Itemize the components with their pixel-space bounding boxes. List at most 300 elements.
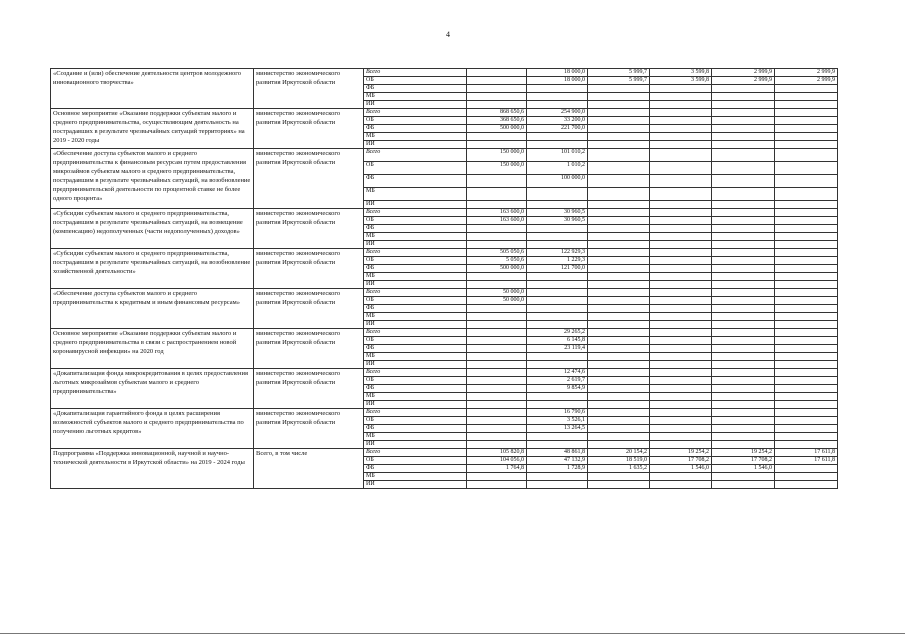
amount-cell: 1 010,2	[527, 162, 588, 175]
amount-cell	[527, 241, 588, 249]
amount-cell	[527, 441, 588, 449]
amount-cell: 100 000,0	[527, 175, 588, 188]
amount-cell: 18 000,0	[527, 69, 588, 77]
amount-cell: 29 265,2	[527, 329, 588, 337]
amount-cell	[775, 305, 838, 313]
funding-source-cell: МБ	[364, 473, 467, 481]
amount-cell	[650, 133, 712, 141]
amount-cell	[775, 217, 838, 225]
amount-cell	[712, 393, 775, 401]
amount-cell	[467, 233, 527, 241]
amount-cell	[650, 313, 712, 321]
funding-source-cell: ОБ	[364, 217, 467, 225]
amount-cell	[650, 188, 712, 201]
amount-cell: 2 999,9	[712, 69, 775, 77]
amount-cell	[712, 369, 775, 377]
amount-cell	[467, 188, 527, 201]
funding-source-cell: Всего	[364, 149, 467, 162]
amount-cell: 3 526,1	[527, 417, 588, 425]
amount-cell: 18 000,0	[527, 77, 588, 85]
amount-cell: 33 200,0	[527, 117, 588, 125]
amount-cell	[775, 141, 838, 149]
amount-cell	[775, 361, 838, 369]
amount-cell	[650, 117, 712, 125]
amount-cell	[467, 77, 527, 85]
amount-cell	[650, 369, 712, 377]
amount-cell	[712, 109, 775, 117]
amount-cell	[588, 385, 650, 393]
measure-name-cell: «Обеспечение доступа субъектов малого и среднего предпринимательства к финансовым ресурсам путем предоставления микрозаймов субъектам малого и среднего предпринимательства, пострадавшим в результате чрезвычайных ситуаций, на возобновление предпринимательской деятельности по процентной ставке не более одного процента»	[51, 149, 254, 209]
table-row	[51, 149, 838, 162]
amount-cell	[775, 353, 838, 361]
amount-cell	[588, 377, 650, 385]
amount-cell	[775, 345, 838, 353]
amount-cell	[775, 241, 838, 249]
amount-cell	[650, 273, 712, 281]
amount-cell	[467, 377, 527, 385]
amount-cell: 500 000,0	[467, 265, 527, 273]
amount-cell	[775, 441, 838, 449]
executor-cell: министерство экономического развития Иркутской области	[254, 289, 364, 329]
amount-cell	[588, 233, 650, 241]
funding-source-cell: ИИ	[364, 481, 467, 489]
funding-source-cell: ИИ	[364, 241, 467, 249]
amount-cell: 6 145,8	[527, 337, 588, 345]
amount-cell	[650, 393, 712, 401]
amount-cell	[650, 265, 712, 273]
amount-cell	[527, 313, 588, 321]
amount-cell	[712, 188, 775, 201]
amount-cell	[588, 329, 650, 337]
amount-cell	[775, 117, 838, 125]
amount-cell	[650, 109, 712, 117]
amount-cell: 1 635,2	[588, 465, 650, 473]
amount-cell: 17 611,8	[775, 449, 838, 457]
funding-source-cell: Всего	[364, 249, 467, 257]
amount-cell	[527, 433, 588, 441]
executor-cell: министерство экономического развития Иркутской области	[254, 409, 364, 449]
amount-cell	[775, 433, 838, 441]
amount-cell	[650, 473, 712, 481]
amount-cell	[712, 433, 775, 441]
amount-cell	[467, 141, 527, 149]
amount-cell	[527, 393, 588, 401]
amount-cell	[467, 353, 527, 361]
executor-cell: министерство экономического развития Иркутской области	[254, 329, 364, 369]
amount-cell	[650, 257, 712, 265]
amount-cell	[650, 162, 712, 175]
amount-cell	[775, 249, 838, 257]
table-row	[51, 449, 838, 457]
amount-cell: 23 119,4	[527, 345, 588, 353]
amount-cell: 3 599,8	[650, 77, 712, 85]
amount-cell	[650, 345, 712, 353]
amount-cell	[467, 329, 527, 337]
amount-cell	[588, 257, 650, 265]
executor-cell: министерство экономического развития Иркутской области	[254, 69, 364, 109]
amount-cell	[775, 209, 838, 217]
table-row	[51, 329, 838, 337]
amount-cell	[527, 361, 588, 369]
table-row	[51, 209, 838, 217]
amount-cell	[588, 481, 650, 489]
amount-cell	[712, 409, 775, 417]
amount-cell	[712, 265, 775, 273]
funding-source-cell: ФБ	[364, 85, 467, 93]
amount-cell	[588, 409, 650, 417]
amount-cell	[775, 93, 838, 101]
funding-source-cell: Всего	[364, 209, 467, 217]
amount-cell	[588, 93, 650, 101]
executor-cell: Всего, в том числе	[254, 449, 364, 489]
funding-source-cell: ОБ	[364, 77, 467, 85]
amount-cell	[467, 473, 527, 481]
amount-cell: 1 546,0	[712, 465, 775, 473]
funding-source-cell: МБ	[364, 353, 467, 361]
funding-source-cell: ОБ	[364, 457, 467, 465]
amount-cell	[588, 209, 650, 217]
amount-cell	[775, 149, 838, 162]
amount-cell	[588, 133, 650, 141]
amount-cell	[588, 337, 650, 345]
amount-cell	[588, 321, 650, 329]
amount-cell	[712, 162, 775, 175]
funding-source-cell: Всего	[364, 369, 467, 377]
funding-source-cell: Всего	[364, 69, 467, 77]
amount-cell	[650, 225, 712, 233]
amount-cell: 30 960,5	[527, 209, 588, 217]
amount-cell	[775, 133, 838, 141]
funding-source-cell: ФБ	[364, 225, 467, 233]
amount-cell	[712, 117, 775, 125]
table-row	[51, 249, 838, 257]
amount-cell	[588, 393, 650, 401]
amount-cell	[712, 441, 775, 449]
amount-cell	[527, 305, 588, 313]
funding-source-cell: ФБ	[364, 385, 467, 393]
funding-source-cell: МБ	[364, 273, 467, 281]
amount-cell	[588, 162, 650, 175]
measure-name-cell: «Докапитализация гарантийного фонда в целях расширения возможностей субъектов малого и среднего предпринимательства по получению льготных кредитов»	[51, 409, 254, 449]
amount-cell	[467, 393, 527, 401]
amount-cell	[467, 441, 527, 449]
amount-cell: 17 708,2	[712, 457, 775, 465]
amount-cell	[588, 125, 650, 133]
amount-cell	[527, 401, 588, 409]
funding-source-cell: ИИ	[364, 281, 467, 289]
funding-source-cell: ФБ	[364, 465, 467, 473]
table-row	[51, 109, 838, 117]
amount-cell	[775, 481, 838, 489]
amount-cell	[588, 417, 650, 425]
amount-cell	[588, 433, 650, 441]
amount-cell: 163 600,0	[467, 217, 527, 225]
executor-cell: министерство экономического развития Иркутской области	[254, 149, 364, 209]
amount-cell	[650, 321, 712, 329]
amount-cell	[775, 273, 838, 281]
amount-cell: 16 790,6	[527, 409, 588, 417]
amount-cell	[467, 321, 527, 329]
amount-cell	[588, 353, 650, 361]
amount-cell	[650, 433, 712, 441]
amount-cell	[712, 337, 775, 345]
amount-cell	[467, 401, 527, 409]
amount-cell: 1 546,0	[650, 465, 712, 473]
amount-cell	[712, 101, 775, 109]
amount-cell	[650, 101, 712, 109]
amount-cell	[467, 133, 527, 141]
amount-cell	[712, 225, 775, 233]
amount-cell	[588, 401, 650, 409]
amount-cell	[527, 321, 588, 329]
amount-cell: 5 999,7	[588, 69, 650, 77]
amount-cell	[527, 93, 588, 101]
measure-name-cell: «Докапитализация фонда микрокредитования в целях предоставления льготных микрозаймов субъектам малого и среднего предпринимательства»	[51, 369, 254, 409]
amount-cell: 17 611,8	[775, 457, 838, 465]
amount-cell	[712, 353, 775, 361]
amount-cell	[650, 217, 712, 225]
amount-cell	[712, 313, 775, 321]
amount-cell	[467, 313, 527, 321]
amount-cell	[527, 481, 588, 489]
amount-cell	[588, 109, 650, 117]
amount-cell	[588, 225, 650, 233]
amount-cell	[712, 281, 775, 289]
amount-cell	[775, 85, 838, 93]
amount-cell	[588, 273, 650, 281]
amount-cell: 19 254,2	[650, 449, 712, 457]
funding-source-cell: МБ	[364, 188, 467, 201]
funding-source-cell: ОБ	[364, 377, 467, 385]
amount-cell	[467, 433, 527, 441]
funding-source-cell: ОБ	[364, 257, 467, 265]
measure-name-cell: «Создание и (или) обеспечение деятельности центров молодежного инновационного творчества»	[51, 69, 254, 109]
amount-cell	[650, 401, 712, 409]
amount-cell	[650, 281, 712, 289]
executor-cell: министерство экономического развития Иркутской области	[254, 249, 364, 289]
amount-cell	[712, 241, 775, 249]
funding-source-cell: Всего	[364, 409, 467, 417]
amount-cell: 50 000,0	[467, 297, 527, 305]
amount-cell	[650, 85, 712, 93]
amount-cell	[775, 257, 838, 265]
funding-source-cell: Всего	[364, 329, 467, 337]
amount-cell	[712, 289, 775, 297]
amount-cell	[712, 329, 775, 337]
amount-cell	[712, 481, 775, 489]
amount-cell: 500 000,0	[467, 125, 527, 133]
amount-cell	[650, 377, 712, 385]
amount-cell	[467, 241, 527, 249]
amount-cell	[588, 425, 650, 433]
amount-cell	[467, 385, 527, 393]
amount-cell: 868 650,6	[467, 109, 527, 117]
amount-cell	[467, 225, 527, 233]
amount-cell	[712, 361, 775, 369]
amount-cell	[527, 233, 588, 241]
amount-cell	[650, 361, 712, 369]
amount-cell	[712, 233, 775, 241]
amount-cell	[650, 297, 712, 305]
executor-cell: министерство экономического развития Иркутской области	[254, 109, 364, 149]
amount-cell	[712, 401, 775, 409]
amount-cell	[775, 289, 838, 297]
amount-cell	[467, 305, 527, 313]
amount-cell	[467, 273, 527, 281]
amount-cell	[775, 109, 838, 117]
amount-cell: 150 000,0	[467, 162, 527, 175]
amount-cell: 5 050,6	[467, 257, 527, 265]
funding-source-cell: ФБ	[364, 345, 467, 353]
amount-cell	[527, 141, 588, 149]
amount-cell	[527, 289, 588, 297]
amount-cell: 50 000,0	[467, 289, 527, 297]
funding-source-cell: ОБ	[364, 117, 467, 125]
amount-cell	[775, 265, 838, 273]
amount-cell	[712, 385, 775, 393]
measure-name-cell: «Субсидии субъектам малого и среднего предпринимательства, пострадавшим в результате чрезвычайных ситуаций, на возобновление хозяйственной деятельности»	[51, 249, 254, 289]
amount-cell	[775, 175, 838, 188]
funding-source-cell: МБ	[364, 433, 467, 441]
amount-cell	[712, 133, 775, 141]
amount-cell	[588, 345, 650, 353]
amount-cell	[775, 201, 838, 209]
amount-cell: 30 960,5	[527, 217, 588, 225]
amount-cell	[650, 441, 712, 449]
amount-cell	[588, 141, 650, 149]
amount-cell	[712, 305, 775, 313]
amount-cell	[775, 385, 838, 393]
amount-cell	[467, 201, 527, 209]
amount-cell	[527, 188, 588, 201]
amount-cell: 1 229,3	[527, 257, 588, 265]
amount-cell: 48 861,8	[527, 449, 588, 457]
funding-source-cell: ФБ	[364, 125, 467, 133]
amount-cell	[650, 233, 712, 241]
amount-cell	[650, 417, 712, 425]
amount-cell	[712, 297, 775, 305]
amount-cell	[467, 345, 527, 353]
funding-source-cell: ИИ	[364, 101, 467, 109]
amount-cell	[712, 417, 775, 425]
amount-cell: 150 000,0	[467, 149, 527, 162]
funding-source-cell: ИИ	[364, 141, 467, 149]
amount-cell: 2 999,9	[712, 77, 775, 85]
funding-source-cell: ИИ	[364, 441, 467, 449]
amount-cell	[588, 473, 650, 481]
amount-cell	[650, 93, 712, 101]
funding-source-cell: МБ	[364, 313, 467, 321]
amount-cell	[588, 289, 650, 297]
funding-source-cell: ОБ	[364, 162, 467, 175]
amount-cell	[467, 417, 527, 425]
amount-cell	[588, 313, 650, 321]
funding-source-cell: МБ	[364, 233, 467, 241]
amount-cell	[588, 217, 650, 225]
table-row	[51, 289, 838, 297]
amount-cell	[467, 481, 527, 489]
amount-cell	[712, 125, 775, 133]
amount-cell	[712, 209, 775, 217]
amount-cell	[527, 273, 588, 281]
measure-name-cell: Подпрограмма «Поддержка инновационной, научной и научно-технической деятельности в Иркутской области» на 2019 - 2024 годы	[51, 449, 254, 489]
amount-cell	[650, 125, 712, 133]
executor-cell: министерство экономического развития Иркутской области	[254, 369, 364, 409]
amount-cell	[527, 297, 588, 305]
funding-source-cell: Всего	[364, 109, 467, 117]
amount-cell	[650, 209, 712, 217]
amount-cell	[775, 233, 838, 241]
amount-cell	[588, 188, 650, 201]
amount-cell	[588, 241, 650, 249]
amount-cell	[588, 265, 650, 273]
amount-cell	[588, 101, 650, 109]
amount-cell	[527, 473, 588, 481]
funding-source-cell: ФБ	[364, 425, 467, 433]
funding-source-cell: ОБ	[364, 337, 467, 345]
amount-cell	[775, 101, 838, 109]
amount-cell: 163 600,0	[467, 209, 527, 217]
amount-cell	[650, 409, 712, 417]
amount-cell	[775, 409, 838, 417]
amount-cell	[527, 85, 588, 93]
amount-cell	[650, 353, 712, 361]
amount-cell: 9 854,9	[527, 385, 588, 393]
amount-cell: 368 650,6	[467, 117, 527, 125]
amount-cell	[527, 281, 588, 289]
amount-cell	[650, 141, 712, 149]
amount-cell	[467, 175, 527, 188]
amount-cell	[467, 69, 527, 77]
funding-source-cell: ФБ	[364, 175, 467, 188]
table-row	[51, 69, 838, 77]
amount-cell	[467, 425, 527, 433]
amount-cell	[527, 133, 588, 141]
amount-cell	[588, 149, 650, 162]
measure-name-cell: «Обеспечение доступа субъектов малого и среднего предпринимательства к кредитным и иным финансовым ресурсам»	[51, 289, 254, 329]
amount-cell: 122 929,3	[527, 249, 588, 257]
amount-cell: 221 700,0	[527, 125, 588, 133]
amount-cell	[650, 385, 712, 393]
amount-cell	[588, 201, 650, 209]
amount-cell	[650, 329, 712, 337]
amount-cell	[775, 401, 838, 409]
page-bottom-border	[0, 633, 905, 634]
amount-cell	[775, 297, 838, 305]
amount-cell: 12 474,6	[527, 369, 588, 377]
amount-cell	[467, 369, 527, 377]
amount-cell	[650, 149, 712, 162]
amount-cell	[712, 141, 775, 149]
amount-cell: 19 254,2	[712, 449, 775, 457]
amount-cell	[650, 425, 712, 433]
amount-cell	[467, 101, 527, 109]
amount-cell	[775, 321, 838, 329]
amount-cell: 17 708,2	[650, 457, 712, 465]
measure-name-cell: Основное мероприятие «Оказание поддержки субъектам малого и среднего предпринимательства, осуществляющим деятельность на пострадавших в результате чрезвычайных ситуаций территориях» на 2019 - 2020 годы	[51, 109, 254, 149]
amount-cell	[775, 225, 838, 233]
amount-cell	[650, 481, 712, 489]
funding-source-cell: МБ	[364, 93, 467, 101]
funding-source-cell: ОБ	[364, 297, 467, 305]
amount-cell	[775, 329, 838, 337]
amount-cell	[775, 473, 838, 481]
funding-source-cell: МБ	[364, 393, 467, 401]
funding-source-cell: ИИ	[364, 361, 467, 369]
amount-cell: 1 728,9	[527, 465, 588, 473]
amount-cell	[712, 93, 775, 101]
funding-source-cell: ФБ	[364, 305, 467, 313]
